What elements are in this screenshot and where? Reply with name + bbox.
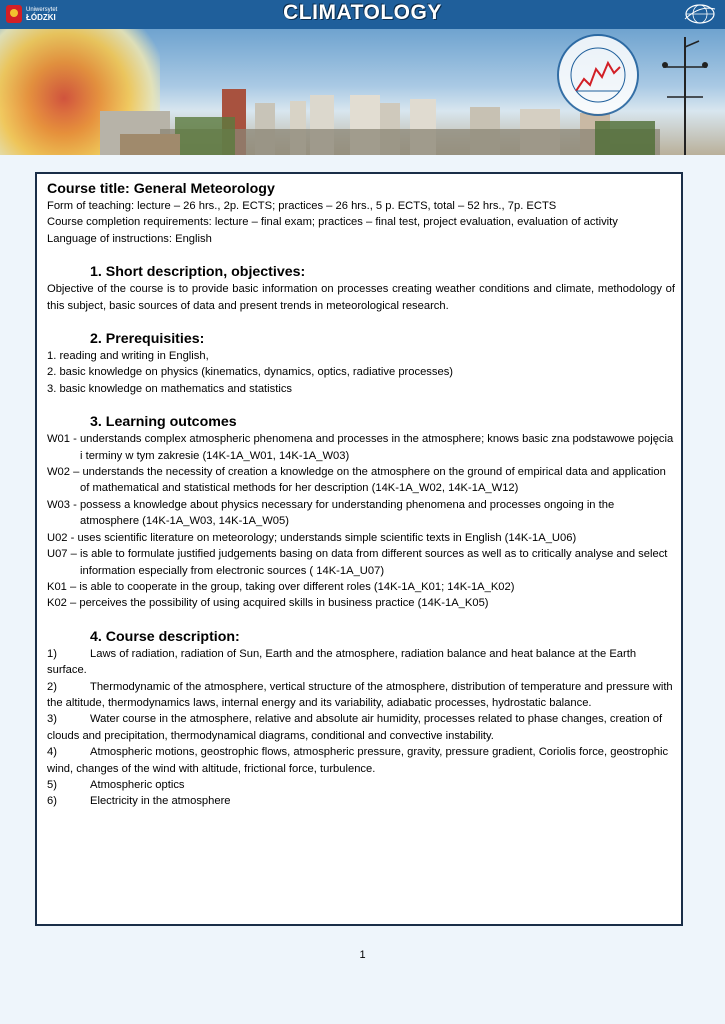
- course-topic-item: [47, 744, 675, 777]
- page-number: 1: [359, 949, 366, 961]
- course-topic-item: [47, 646, 675, 679]
- logo-small-text: Uniwersytet: [26, 7, 58, 13]
- course-title: Course title: General Meteorology: [47, 181, 275, 197]
- topic-number: 3): [47, 713, 57, 726]
- outcome-item: W01 - understands complex atmospheric phenomena and processes in the atmosphere; knows basic zna podstawowe pojęcia i terminy w tym zakresie (14K-1A_W01, 14K-1A_W03): [47, 433, 674, 462]
- section-heading-course-description: 4. Course description:: [90, 628, 240, 645]
- topic-text: Thermodynamic of the atmosphere, vertical structure of the atmosphere, distribution of temperature and pressure with the altitude, thermodynamics laws, internal energy and its variability, adiabatic processes, hydrostatic balance.: [47, 680, 673, 709]
- course-topic-item: [47, 793, 675, 809]
- course-topic-item: [47, 777, 675, 793]
- topic-text: Atmospheric motions, geostrophic flows, atmospheric pressure, gravity, pressure gradient, Coriolis force, geostrophic wind, changes of the wind with altitude, frictional force, turbulence.: [47, 746, 669, 775]
- section-text-description: Objective of the course is to provide basic information on processes creating weather conditions and climate, methodology of this subject, basic sources of data and present trends in meteorological research.: [47, 283, 675, 312]
- header-bar: [0, 0, 725, 29]
- prerequisite-item: 1. reading and writing in English,: [47, 350, 209, 363]
- course-language: Language of instructions: English: [47, 232, 212, 245]
- course-form: Form of teaching: lecture – 26 hrs., 2p. ECTS; practices – 26 hrs., 5 p. ECTS, total – 52 hrs., 7p. ECTS: [47, 200, 557, 212]
- weather-mast-icon: [655, 37, 715, 155]
- section-heading-outcomes: 3. Learning outcomes: [90, 414, 237, 431]
- course-requirements: Course completion requirements: lecture – final exam; practices – final test, project evaluation, evaluation of activity: [47, 216, 618, 229]
- course-content: [47, 180, 675, 810]
- topic-text: Water course in the atmosphere, relative and absolute air humidity, processes related to phase changes, creation of clouds and precipitation, thermodynamical diagrams, conditional and convective instability.: [47, 713, 663, 742]
- topic-number: 4): [47, 746, 57, 759]
- topic-text: Atmospheric optics: [90, 778, 185, 791]
- section-heading-prerequisites: 2. Prerequisities:: [90, 331, 205, 348]
- outcome-item: W02 – understands the necessity of creation a knowledge on the atmosphere on the ground of empirical data and application of mathematical and statistical methods for her description (14K-1A_W02, 14K-1A_W12): [47, 466, 666, 495]
- topic-number: 5): [47, 778, 57, 791]
- outcome-item: W03 - possess a knowledge about physics necessary for understanding phenomena and processes ongoing in the atmosphere (14K-1A_W03, 14K-1A_W05): [47, 498, 615, 528]
- course-card: [35, 172, 683, 926]
- page-title: CLIMATOLOGY: [283, 1, 442, 24]
- outcome-item: U07 – is able to formulate justified judgements basing on data from different sources as well as to critically analyse and select information especially from electronic sources ( 14K-1A_U07): [47, 548, 668, 577]
- topic-number: 2): [47, 680, 57, 693]
- outcome-item: K02 – perceives the possibility of using acquired skills in business practice (14K-1A_K05): [47, 597, 489, 610]
- topic-number: 6): [47, 795, 57, 808]
- department-stamp-icon: [556, 33, 640, 117]
- section-heading-description: 1. Short description, objectives:: [90, 264, 306, 281]
- prerequisite-item: 2. basic knowledge on physics (kinematics, dynamics, optics, radiative processes): [47, 366, 454, 379]
- course-topic-item: [47, 679, 675, 712]
- globe-icon: [683, 3, 717, 25]
- prerequisite-item: 3. basic knowledge on mathematics and statistics: [47, 382, 293, 395]
- topic-number: 1): [47, 647, 57, 660]
- course-topic-item: [47, 711, 675, 744]
- outcome-item: U02 - uses scientific literature on meteorology; understands simple scientific texts in English (14K-1A_U06): [47, 531, 577, 544]
- topic-text: Electricity in the atmosphere: [90, 795, 231, 808]
- topic-text: Laws of radiation, radiation of Sun, Earth and the atmosphere, radiation balance and heat balance at the Earth surface.: [47, 647, 637, 677]
- logo-name: ŁÓDZKI: [26, 13, 56, 22]
- outcome-item: K01 – is able to cooperate in the group, taking over different roles (14K-1A_K01; 14K-1A_K02): [47, 580, 515, 593]
- header-banner-image: [0, 29, 725, 155]
